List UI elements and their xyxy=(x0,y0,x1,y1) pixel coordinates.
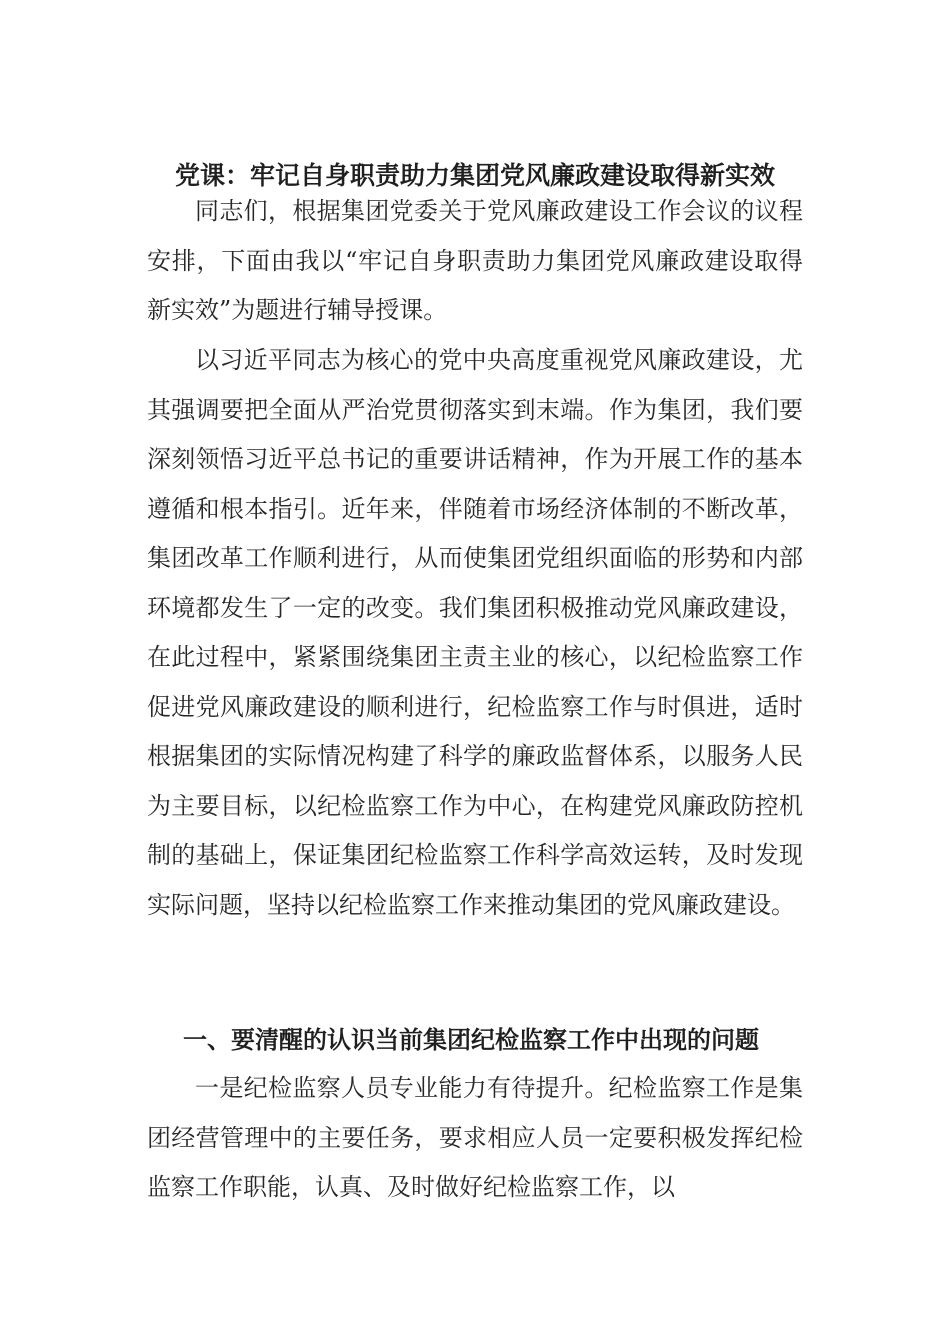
document-title: 党课：牢记自身职责助力集团党风廉政建设取得新实效 xyxy=(174,161,775,190)
paragraph-intro: 同志们，根据集团党委关于党风廉政建设工作会议的议程安排，下面由我以“牢记自身职责助力集团党风廉政建设取得新实效”为题进行辅导授课。 xyxy=(147,197,803,324)
paragraph-background: 以习近平同志为核心的党中央高度重视党风廉政建设，尤其强调要把全面从严治党贯彻落实到末端。作为集团，我们要深刻领悟习近平总书记的重要讲话精神，作为开展工作的基本遵循和根本指引。近年来，伴随着市场经济体制的不断改革，集团改革工作顺利进行，从而使集团党组织面临的形势和内部环境都发生了一定的改变。我们集团积极推动党风廉政建设，在此过程中，紧紧围绕集团主责主业的核心，以纪检监察工作促进党风廉政建设的顺利进行，纪检监察工作与时俱进，适时根据集团的实际情况构建了科学的廉政监督体系，以服务人民为主要目标，以纪检监察工作为中心，在构建党风廉政防控机制的基础上，保证集团纪检监察工作科学高效运转，及时发现实际问题，坚持以纪检监察工作来推动集团的党风廉政建设。 xyxy=(147,346,803,919)
paragraph-section-one: 一是纪检监察人员专业能力有待提升。纪检监察工作是集团经营管理中的主要任务，要求相应人员一定要积极发挥纪检监察工作职能，认真、及时做好纪检监察工作，以 xyxy=(147,1074,803,1201)
section-heading: 一、要清醒的认识当前集团纪检监察工作中出现的问题 xyxy=(183,1025,759,1054)
